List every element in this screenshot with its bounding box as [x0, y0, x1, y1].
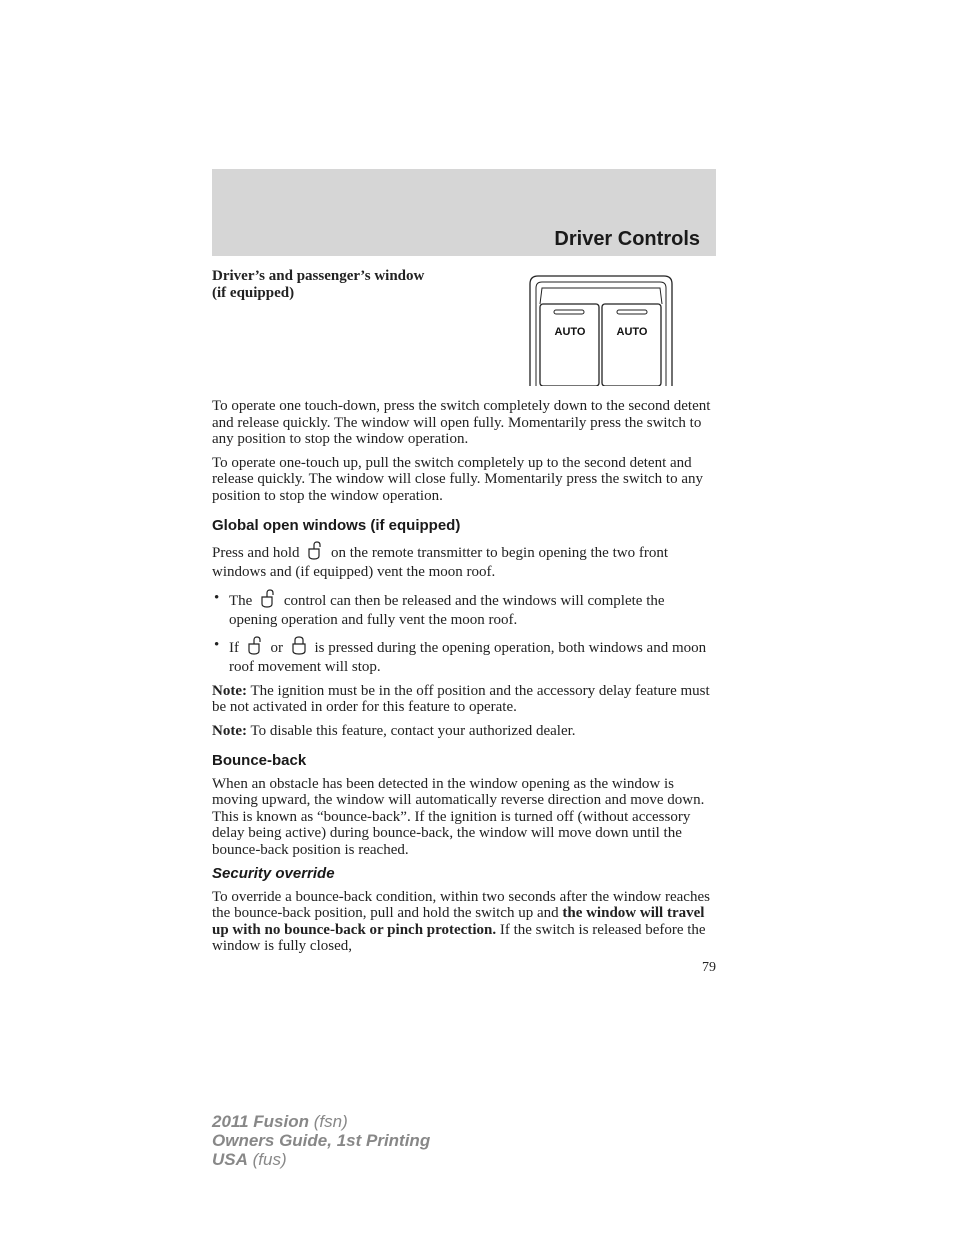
footer-line-2 [212, 1131, 430, 1150]
note-text: To disable this feature, contact your authorized dealer. [246, 722, 576, 739]
paragraph-security-override [212, 889, 716, 955]
window-switch-illustration [528, 274, 674, 386]
bullet2-text-c: is pressed during the opening operation, both windows and moon roof movement will stop. [229, 639, 707, 675]
switch-label-right: AUTO [616, 326, 648, 338]
bullet2-text-a: If [229, 639, 239, 656]
note-ignition [212, 683, 716, 716]
window-section-title [212, 268, 482, 398]
note-label: Note: [212, 682, 247, 699]
unlock-icon [259, 589, 277, 608]
switch-label-left: AUTO [554, 326, 586, 338]
section-title: Driver Controls [554, 228, 700, 250]
footer-model-code: (fsn) [313, 1112, 348, 1131]
footer-model: 2011 Fusion [212, 1112, 309, 1131]
footer-line-3 [212, 1150, 430, 1169]
bullet1-text-a: The [229, 592, 253, 609]
footer-market: USA [212, 1150, 248, 1169]
bullet2-text-b: or [270, 639, 283, 656]
unlock-icon [306, 541, 324, 560]
global-text-b: on the remote transmitter to begin opening the two front windows and (if equipped) vent the moon roof. [212, 544, 669, 580]
unlock-icon [246, 636, 264, 655]
heading-global-open: Global open windows (if equipped) [212, 517, 461, 534]
bullet1-text-b: control can then be released and the windows will complete the opening operation and fully vent the moon roof. [229, 592, 665, 628]
heading-security-override: Security override [212, 865, 335, 882]
security-text-bold: the window will travel up with no bounce-back or pinch protection. [212, 905, 705, 938]
heading-bounce-back: Bounce-back [212, 752, 307, 769]
note-text: The ignition must be in the off position and the accessory delay feature must be not activated in order for this feature to operate. [212, 682, 710, 715]
security-text-c: If the switch is released before the window is fully closed, [212, 921, 706, 954]
security-text-a: To override a bounce-back condition, within two seconds after the window reaches the bounce-back position, pull and hold the switch up and [212, 888, 710, 921]
footer-line-1 [212, 1112, 430, 1131]
page-content [212, 268, 716, 962]
paragraph-touch-up: To operate one-touch up, pull the switch completely up to the second detent and release quickly. The window will close fully. Momentarily press the switch to any position to stop the window operation. [212, 454, 704, 504]
lock-icon [290, 636, 308, 655]
window-title-line-1: Driver’s and passenger’s window [212, 268, 425, 284]
note-label: Note: [212, 722, 247, 739]
footer [212, 1112, 430, 1169]
global-text-a: Press and hold [212, 544, 300, 561]
global-open-list [212, 589, 716, 677]
paragraph-bounce-back: When an obstacle has been detected in the window opening as the window is moving upward, the window will automatically reverse direction and move down. This is known as “bounce-back”. If the ignition is turned off (without accessory delay being active) during bounce-back, the window will move down until the bounce-back position is reached. [212, 775, 705, 858]
paragraph-global-open [212, 541, 716, 582]
list-item [212, 636, 716, 677]
note-disable [212, 723, 716, 740]
paragraph-touch-down: To operate one touch-down, press the switch completely down to the second detent and release quickly. The window will open fully. Momentarily press the switch to any position to stop the window operation. [212, 398, 711, 447]
header-band [212, 169, 716, 256]
list-item [212, 589, 716, 630]
footer-market-code: (fus) [252, 1150, 287, 1169]
page-number: 79 [702, 960, 716, 975]
footer-guide: Owners Guide, 1st Printing [212, 1131, 431, 1150]
window-title-line-2: (if equipped) [212, 284, 295, 301]
